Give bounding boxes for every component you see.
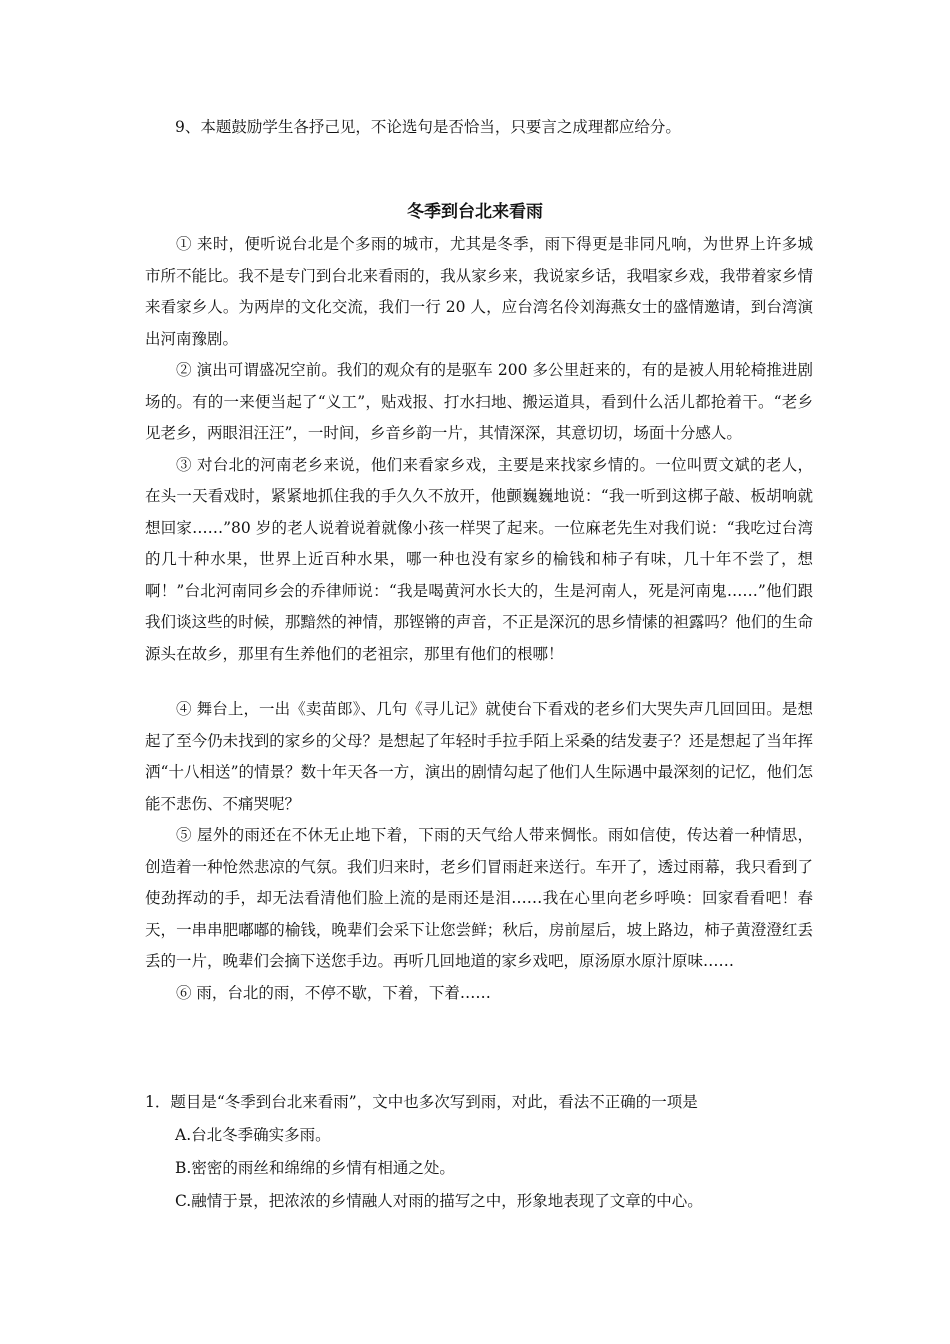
article-paragraph-3: ③ 对台北的河南老乡来说，他们来看家乡戏，主要是来找家乡情的。一位叫贾文斌的老人，在头一天看戏时，紧紧地抓住我的手久久不放开，他颤巍巍地说：“我一听到这梆子敲、板胡响就想回家……”80 岁的老人说着说着就像小孩一样哭了起来。一位麻老先生对我们说：“我吃过台湾的几十种水果，世界上近百种水果，哪一种也没有家乡的榆钱和柿子有味，几十年不尝了，想啊！”台北河南同乡会的乔律师说：“我是喝黄河水长大的，生是河南人，死是河南鬼……”他们跟我们谈这些的时候，那黯然的神情，那铿锵的声音，不正是深沉的思乡情愫的袒露吗？他们的生命源头在故乡，那里有生养他们的老祖宗，那里有他们的根哪！ [145, 455, 813, 663]
article-paragraph-5: ⑤ 屋外的雨还在不休无止地下着，下雨的天气给人带来惆怅。雨如信使，传达着一种情思，创造着一种怆然悲凉的气氛。我们归来时，老乡们冒雨赶来送行。车开了，透过雨幕，我只看到了使劲挥动的手，却无法看清他们脸上流的是雨还是泪……我在心里向老乡呼唤：回家看看吧！春天，一串串肥嘟嘟的榆钱，晚辈们会采下让您尝鲜；秋后，房前屋后，坡上路边，柿子黄澄澄红丢丢的一片，晚辈们会摘下送您手边。再听几回地道的家乡戏吧，原汤原水原汁原味…… [145, 826, 813, 970]
article-paragraph-2: ② 演出可谓盛况空前。我们的观众有的是驱车 200 多公里赶来的，有的是被人用轮椅推进剧场的。有的一来便当起了“义工”，贴戏报、打水扫地、搬运道具，看到什么活儿都抢着干。“老乡见老乡，两眼泪汪汪”，一时间，乡音乡韵一片，其情深深，其意切切，场面十分感人。 [145, 361, 813, 442]
article-paragraph-4: ④ 舞台上，一出《卖苗郎》、几句《寻儿记》就使台下看戏的老乡们大哭失声几回回田。是想起了至今仍未找到的家乡的父母？是想起了年轻时手拉手陌上采桑的结发妻子？还是想起了当年挥洒“十八相送”的情景？数十年天各一方，演出的剧情勾起了他们人生际遇中最深刻的记忆，他们怎能不悲伤、不痛哭呢？ [145, 700, 813, 813]
article-paragraph-6: ⑥ 雨，台北的雨，不停不歇，下着，下着…… [176, 983, 491, 1002]
article-body [145, 229, 813, 1009]
question-1 [145, 1086, 813, 1218]
answer-note: 9、本题鼓励学生各抒己见，不论选句是否恰当，只要言之成理都应给分。 [175, 118, 681, 136]
article-paragraph-1: ① 来时，便听说台北是个多雨的城市，尤其是冬季，雨下得更是非同凡响，为世界上许多城市所不能比。我不是专门到台北来看雨的，我从家乡来，我说家乡话，我唱家乡戏，我带着家乡情来看家乡人。为两岸的文化交流，我们一行 20 人，应台湾名伶刘海燕女士的盛情邀请，到台湾演出河南豫剧。 [145, 235, 813, 348]
question-option-b: B.密密的雨丝和绵绵的乡情有相通之处。 [175, 1159, 455, 1177]
question-option-a: A.台北冬季确实多雨。 [175, 1126, 331, 1144]
article-title: 冬季到台北来看雨 [407, 202, 543, 222]
paragraph-gap [145, 670, 813, 694]
question-option-c: C.融情于景，把浓浓的乡情融人对雨的描写之中，形象地表现了文章的中心。 [175, 1192, 703, 1210]
question-stem: 1．题目是“冬季到台北来看雨”，文中也多次写到雨，对此，看法不正确的一项是 [145, 1093, 698, 1111]
